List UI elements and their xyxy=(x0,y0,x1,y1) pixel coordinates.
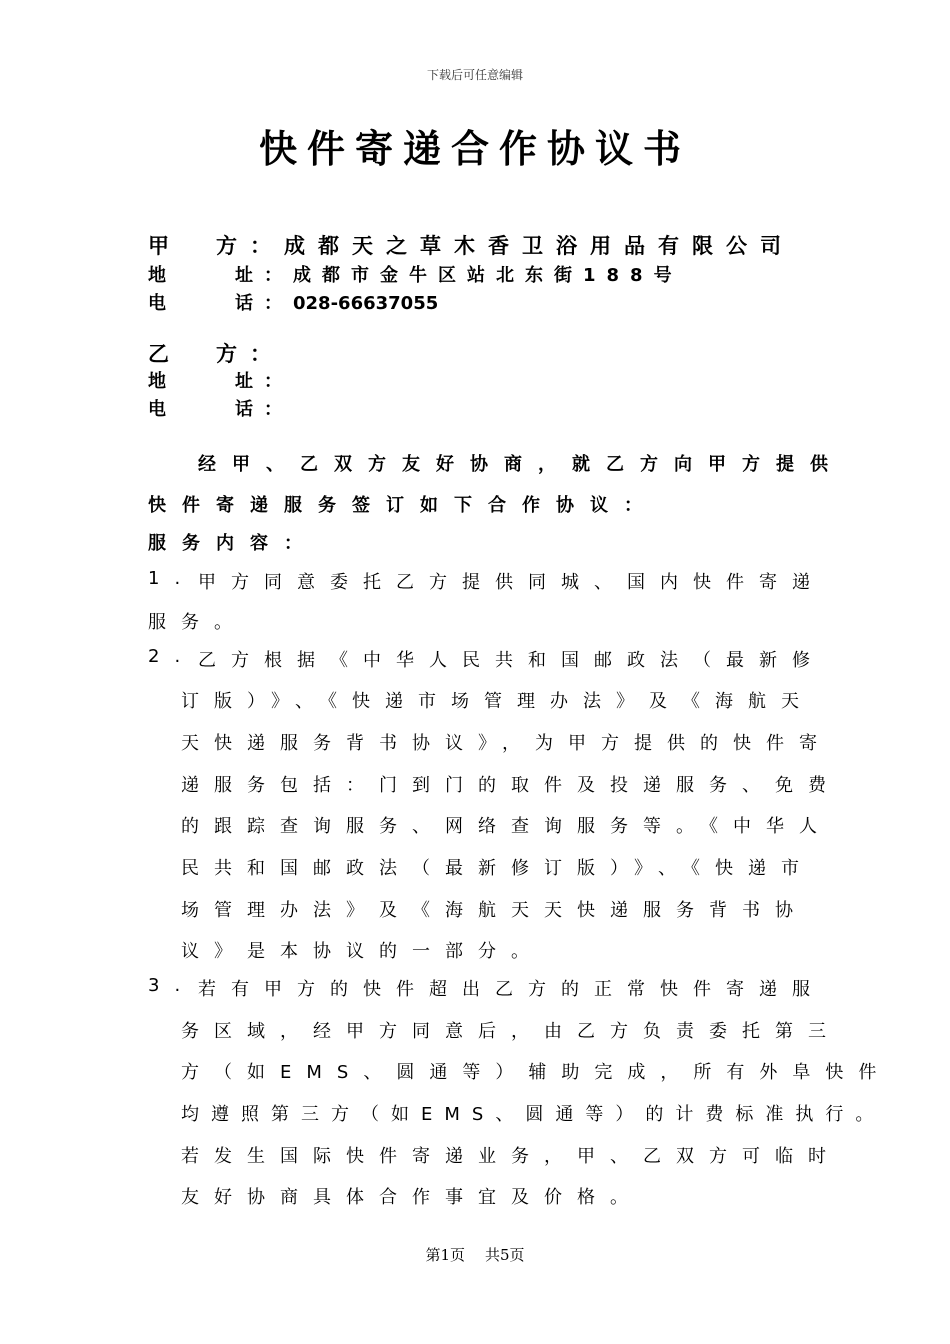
party-a-name: 成都天之草木香卫浴用品有限公司 xyxy=(284,234,794,258)
page-number: 第1页 xyxy=(425,1246,465,1264)
party-b-phone-label: 电 话： xyxy=(148,399,293,420)
clause-2-line: 民共和国邮政法（最新修订版）》、《快递市 xyxy=(181,858,814,879)
party-a-phone-row xyxy=(148,289,438,315)
clause-2-line: 的跟踪查询服务、网络查询服务等。《中华人 xyxy=(181,816,832,837)
section-heading: 服务内容： xyxy=(148,533,318,554)
clause-2-line: 乙方根据《中华人民共和国邮政法（最新修 xyxy=(198,650,825,671)
party-a-phone: 028-66637055 xyxy=(293,293,439,314)
party-b-name-label: 乙 方： xyxy=(148,342,284,366)
clause-3-number: 3. xyxy=(148,975,196,996)
clause-1-number: 1. xyxy=(148,568,196,589)
clause-3-line: 若有甲方的快件超出乙方的正常快件寄递服 xyxy=(198,979,825,1000)
clause-3-line: 均遵照第三方（如EMS、圆通等）的计费标准执行。 xyxy=(181,1104,886,1125)
party-b-address-label: 地 址： xyxy=(148,371,293,392)
clause-2-line: 场管理办法》及《海航天天快递服务背书协 xyxy=(181,900,808,921)
document-title: 快件寄递合作协议书 xyxy=(258,127,691,171)
clause-2-number: 2. xyxy=(148,646,196,667)
clause-3-line: 友好协商具体合作事宜及价格。 xyxy=(181,1187,643,1208)
party-a-address-row xyxy=(148,261,683,287)
clause-2-line: 天快递服务背书协议》，为甲方提供的快件寄 xyxy=(181,733,832,754)
clause-2-line: 订版）》、《快递市场管理办法》及《海航天 xyxy=(181,691,814,712)
header-note: 下载后可任意编辑 xyxy=(426,68,523,82)
clause-3-line: 若发生国际快件寄递业务，甲、乙双方可临时 xyxy=(181,1146,841,1167)
clause-3-line: 务区域，经甲方同意后，由乙方负责委托第三 xyxy=(181,1021,841,1042)
party-a-phone-label: 电 话： xyxy=(148,293,293,314)
page-total: 共5页 xyxy=(485,1246,525,1264)
clause-1-line: 甲方同意委托乙方提供同城、国内快件寄递 xyxy=(198,572,825,593)
intro-line-1: 经甲、乙双方友好协商，就乙方向甲方提供 xyxy=(198,454,844,475)
clause-3-line: 方（如EMS、圆通等）辅助完成，所有外阜快件 xyxy=(181,1062,892,1083)
party-a-address: 成都市金牛区站北东街188号 xyxy=(293,265,683,286)
clause-2-line: 议》是本协议的一部分。 xyxy=(181,941,544,962)
party-a-address-label: 地 址： xyxy=(148,265,293,286)
party-a-name-label: 甲 方： xyxy=(148,234,284,258)
intro-line-2: 快件寄递服务签订如下合作协议： xyxy=(148,495,658,516)
party-a-name-row xyxy=(148,230,794,260)
page-footer xyxy=(0,1244,950,1265)
clause-1-line: 服务。 xyxy=(148,612,247,633)
clause-2-line: 递服务包括：门到门的取件及投递服务、免费 xyxy=(181,775,841,796)
